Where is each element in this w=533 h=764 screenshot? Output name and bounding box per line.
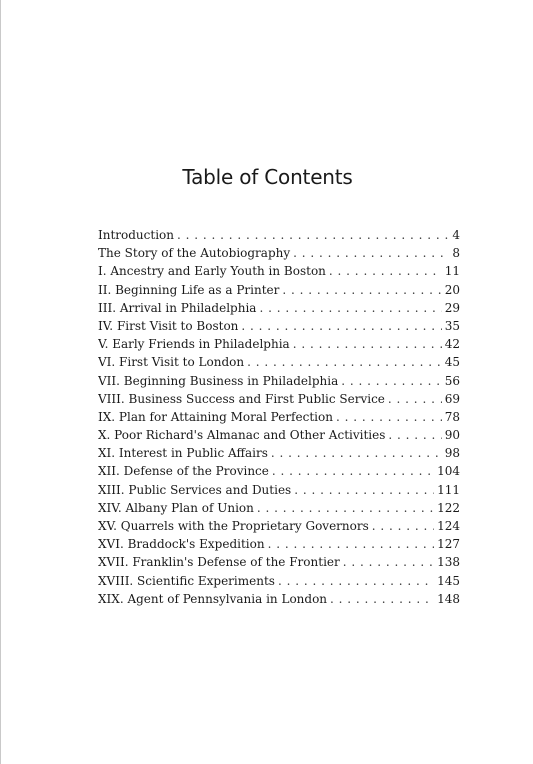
toc-entry-page-number: 127 [437,537,460,552]
dot-leader [293,337,442,351]
toc-entry-page-number: 56 [444,373,460,388]
toc-entry[interactable] [98,555,460,573]
dot-leader [294,483,434,497]
dot-leader [293,246,449,260]
toc-entry-label: II. Beginning Life as a Printer [98,282,280,297]
toc-entry[interactable] [98,228,460,246]
toc-entry[interactable] [98,392,460,410]
dot-leader [343,555,434,569]
toc-entry[interactable] [98,446,460,464]
toc-entry-page-number: 42 [444,337,460,352]
toc-entry-page-number: 138 [437,555,460,570]
toc-entry-label: The Story of the Autobiography [98,246,291,261]
toc-entry-page-number: 124 [437,519,460,533]
toc-entry-page-number: 8 [452,246,460,261]
toc-entry-label: V. Early Friends in Philadelphia [98,337,290,352]
toc-entry[interactable] [98,246,460,264]
toc-entry[interactable] [98,574,460,592]
toc-entry-label: Introduction [98,228,174,242]
toc-entry-label: XIII. Public Services and Duties [98,482,292,497]
toc-entry[interactable] [98,337,460,355]
dot-leader [330,592,434,606]
toc-entry-page-number: 11 [444,264,460,279]
toc-entry-page-number: 98 [444,446,460,461]
toc-entry[interactable] [98,283,460,301]
toc-entry[interactable] [98,483,460,501]
dot-leader [388,392,442,406]
toc-entry-page-number: 69 [444,391,460,406]
toc-entry[interactable] [98,501,460,519]
toc-entry-label: III. Arrival in Philadelphia [98,300,257,315]
toc-entry[interactable] [98,319,460,337]
toc-entry-label: XIX. Agent of Pennsylvania in London [98,591,328,606]
toc-entry-page-number: 104 [437,464,460,479]
toc-entry-page-number: 4 [452,228,460,242]
toc-entry[interactable] [98,592,460,610]
toc-entry-label: VII. Beginning Business in Philadelphia [98,373,339,388]
dot-leader [257,501,434,515]
toc-entry[interactable] [98,355,460,373]
toc-entry-label: IX. Plan for Attaining Moral Perfection [98,409,333,424]
toc-entry-label: VI. First Visit to London [98,355,245,370]
toc-entry-page-number: 122 [437,500,460,515]
dot-leader [336,410,442,424]
dot-leader [271,446,442,460]
toc-entry-label: I. Ancestry and Early Youth in Boston [98,264,326,279]
toc-entry-page-number: 78 [444,409,460,424]
page-title: Table of Contents [182,165,353,189]
dot-leader [177,228,449,242]
dot-leader [388,428,441,442]
dot-leader [268,537,435,551]
toc-entry-page-number: 35 [444,318,460,333]
dot-leader [329,264,442,278]
toc-entry[interactable] [98,374,460,392]
toc-entry-label: XVIII. Scientific Experiments [98,573,275,588]
toc-entry[interactable] [98,519,460,537]
dot-leader [341,374,441,388]
dot-leader [278,574,434,588]
toc-list [98,228,460,610]
toc-entry-page-number: 90 [444,428,460,443]
dot-leader [272,464,434,478]
toc-entry-label: XVI. Braddock's Expedition [98,537,265,552]
toc-entry-label: XII. Defense of the Province [98,464,269,479]
toc-entry[interactable] [98,537,460,555]
toc-entry-page-number: 29 [444,300,460,315]
toc-entry[interactable] [98,464,460,482]
dot-leader [282,283,441,297]
toc-entry-label: XVII. Franklin's Defense of the Frontier [98,555,340,570]
toc-entry-page-number: 45 [444,355,460,370]
toc-entry-page-number: 111 [437,482,460,497]
toc-entry-label: IV. First Visit to Boston [98,318,239,333]
dot-leader [372,519,434,533]
toc-entry-label: XI. Interest in Public Affairs [98,446,268,461]
toc-entry-label: VIII. Business Success and First Public Service [98,391,385,406]
toc-entry[interactable] [98,410,460,428]
toc-entry-page-number: 148 [437,591,460,606]
toc-entry-page-number: 145 [437,573,460,588]
toc-entry[interactable] [98,264,460,282]
toc-entry[interactable] [98,301,460,319]
dot-leader [241,319,441,333]
dot-leader [247,355,442,369]
toc-entry-label: XV. Quarrels with the Proprietary Governors [98,519,369,533]
toc-entry-label: X. Poor Richard's Almanac and Other Activities [98,428,386,443]
toc-entry-label: XIV. Albany Plan of Union [98,500,254,515]
toc-entry-page-number: 20 [444,282,460,297]
dot-leader [259,301,441,315]
toc-entry[interactable] [98,428,460,446]
